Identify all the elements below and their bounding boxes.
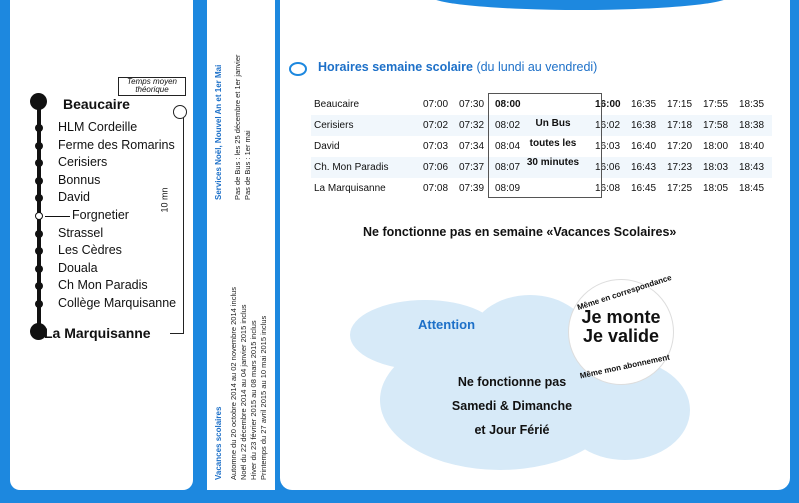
time-cell: 07:03 bbox=[423, 141, 449, 152]
time-cell: 17:58 bbox=[700, 115, 736, 136]
time-cell: 16:45 bbox=[631, 183, 657, 194]
stop-label: Collège Marquisanne bbox=[58, 296, 177, 310]
stop-dot bbox=[35, 265, 43, 273]
stop-dot bbox=[35, 177, 43, 185]
vacances-line: Automne du 20 octobre 2014 au 02 novembre 2014 inclus bbox=[229, 286, 238, 480]
stop-name-cell: Beaucaire bbox=[314, 99, 360, 110]
time-note: Temps moyen théorique bbox=[118, 77, 186, 96]
time-cell: 16:06 bbox=[592, 157, 628, 178]
stop-dot bbox=[35, 247, 43, 255]
time-cell: 08:00 bbox=[495, 99, 521, 110]
time-cell: 17:23 bbox=[664, 157, 700, 178]
badge-line2: Je valide bbox=[582, 326, 660, 346]
no-service-notice bbox=[427, 370, 597, 442]
time-cell: 17:15 bbox=[667, 99, 693, 110]
badge-top-text: Même en correspondance bbox=[576, 272, 673, 313]
duration-label: 10 mn bbox=[159, 187, 170, 213]
interval-line: 30 minutes bbox=[526, 157, 580, 168]
pas-de-bus-2: Pas de Bus : 1er mai bbox=[243, 130, 252, 200]
end-stop: La Marquisanne bbox=[44, 325, 151, 341]
time-cell: 07:30 bbox=[459, 99, 485, 110]
no-service-line: et Jour Férié bbox=[474, 423, 550, 437]
attention-label: Attention bbox=[418, 317, 476, 332]
time-cell: 08:07 bbox=[492, 157, 528, 178]
time-cell: 18:45 bbox=[739, 183, 765, 194]
time-cell: 07:34 bbox=[459, 141, 485, 152]
time-cell: 18:43 bbox=[736, 157, 772, 178]
no-service-line: Samedi & Dimanche bbox=[451, 399, 573, 413]
stop-name-cell: David bbox=[314, 141, 340, 152]
stop-dot bbox=[35, 230, 43, 238]
stop-name-cell: Cerisiers bbox=[311, 115, 420, 136]
time-cell: 07:37 bbox=[456, 157, 492, 178]
clock-icon bbox=[173, 105, 187, 119]
start-terminal-marker bbox=[30, 93, 47, 110]
vacances-title: Vacances scolaires bbox=[214, 406, 223, 480]
stop-label: Ferme des Romarins bbox=[58, 138, 175, 152]
time-cell: 18:38 bbox=[736, 115, 772, 136]
time-cell: 07:00 bbox=[423, 99, 449, 110]
vacation-notice: Ne fonctionne pas en semaine «Vacances Scolaires» bbox=[363, 225, 677, 239]
time-cell: 07:39 bbox=[459, 183, 485, 194]
time-cell: 07:02 bbox=[420, 115, 456, 136]
stop-label: Forgnetier bbox=[72, 208, 129, 222]
stop-dot bbox=[35, 194, 43, 202]
time-cell: 16:35 bbox=[631, 99, 657, 110]
time-cell: 16:40 bbox=[631, 141, 657, 152]
stop-dot bbox=[35, 212, 43, 220]
vacances-line: Hiver du 23 février 2015 au 08 mars 2015 inclus bbox=[249, 320, 258, 480]
stop-dot bbox=[35, 300, 43, 308]
time-cell: 18:35 bbox=[739, 99, 765, 110]
validation-badge bbox=[568, 272, 674, 385]
services-title: Services Noël, Nouvel An et 1er Mai bbox=[214, 64, 223, 200]
time-cell: 16:43 bbox=[628, 157, 664, 178]
stop-dot bbox=[35, 159, 43, 167]
time-cell: 08:02 bbox=[492, 115, 528, 136]
stop-label: David bbox=[58, 190, 90, 204]
time-cell: 18:03 bbox=[700, 157, 736, 178]
no-service-line: Ne fonctionne pas bbox=[457, 375, 567, 389]
swirl-icon bbox=[289, 62, 307, 76]
time-cell: 08:04 bbox=[495, 141, 521, 152]
info-strip bbox=[207, 0, 275, 490]
vacances-line: Noël du 22 décembre 2014 au 04 janvier 2015 inclus bbox=[239, 304, 248, 480]
time-cell: 08:09 bbox=[495, 183, 521, 194]
time-cell: 16:08 bbox=[595, 183, 621, 194]
time-cell: 17:18 bbox=[664, 115, 700, 136]
time-cell: 07:06 bbox=[420, 157, 456, 178]
stop-label: Les Cèdres bbox=[58, 243, 122, 257]
time-cell: 16:02 bbox=[592, 115, 628, 136]
time-cell: 16:03 bbox=[595, 141, 621, 152]
stop-label: Douala bbox=[58, 261, 98, 275]
stop-dot bbox=[35, 124, 43, 132]
schedule-title-note: (du lundi au vendredi) bbox=[476, 60, 598, 74]
time-cell: 07:08 bbox=[423, 183, 449, 194]
stop-label: Ch Mon Paradis bbox=[58, 278, 148, 292]
start-stop: Beaucaire bbox=[63, 96, 130, 112]
stop-connector bbox=[45, 216, 70, 217]
stop-dot bbox=[35, 282, 43, 290]
stop-label: Bonnus bbox=[58, 173, 101, 187]
schedule-title bbox=[318, 60, 597, 74]
pas-de-bus-1: Pas de Bus : les 25 décembre et 1er janvier bbox=[233, 54, 242, 200]
time-cell: 17:25 bbox=[667, 183, 693, 194]
time-cell: 18:05 bbox=[703, 183, 729, 194]
time-cell: 16:38 bbox=[628, 115, 664, 136]
stop-label: Cerisiers bbox=[58, 155, 108, 169]
stop-label: Strassel bbox=[58, 226, 104, 240]
badge-bottom-text: Même mon abonnement bbox=[579, 352, 671, 381]
interval-line: Un Bus bbox=[535, 118, 571, 129]
time-cell: 17:20 bbox=[667, 141, 693, 152]
stop-label: HLM Cordeille bbox=[58, 120, 138, 134]
interval-line: toutes les bbox=[529, 138, 577, 149]
time-cell: 18:40 bbox=[739, 141, 765, 152]
time-cell: 18:00 bbox=[703, 141, 729, 152]
stop-dot bbox=[35, 142, 43, 150]
time-cell: 07:32 bbox=[456, 115, 492, 136]
stop-name-cell: Ch. Mon Paradis bbox=[311, 157, 420, 178]
duration-bracket-end bbox=[170, 333, 184, 334]
stop-name-cell: La Marquisanne bbox=[314, 183, 386, 194]
vacances-line: Printemps du 27 avril 2015 au 10 mai 2015 inclus bbox=[259, 315, 268, 480]
schedule-title-main: Horaires semaine scolaire bbox=[318, 60, 473, 74]
route-panel bbox=[10, 0, 193, 490]
time-cell: 17:55 bbox=[703, 99, 729, 110]
time-cell: 16:00 bbox=[595, 99, 621, 110]
badge-main-text bbox=[569, 308, 673, 346]
badge-line1: Je monte bbox=[581, 307, 661, 327]
duration-bracket bbox=[183, 118, 184, 333]
